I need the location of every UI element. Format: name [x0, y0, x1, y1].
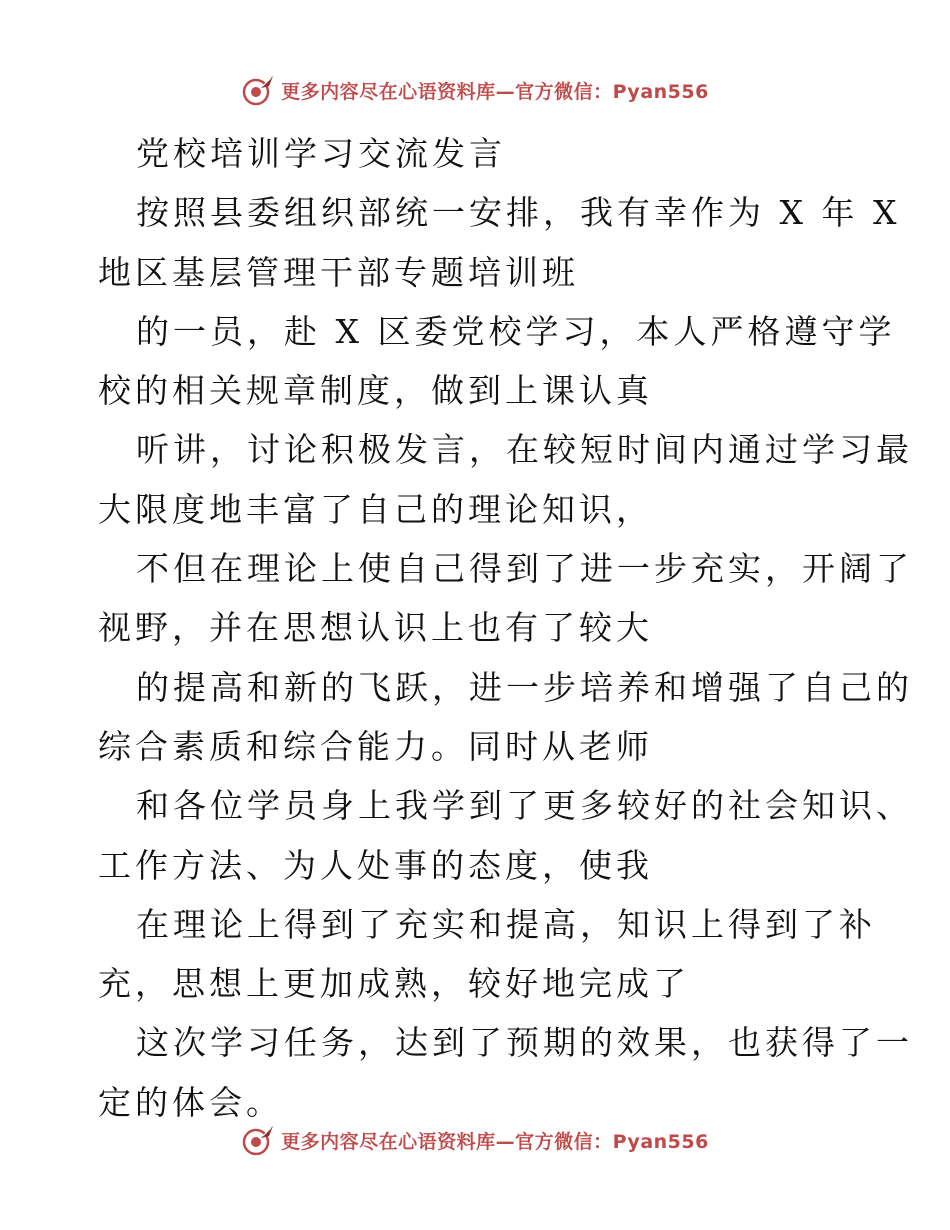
- quill-logo-icon: [241, 1123, 275, 1157]
- quill-logo-icon: [241, 73, 275, 107]
- text-line: 定的体会。: [98, 1082, 283, 1122]
- text-line: 大限度地丰富了自己的理论知识，: [98, 489, 653, 529]
- text-line: 在理论上得到了充实和提高，知识上得到了补: [136, 904, 876, 944]
- footer-banner: [0, 1120, 950, 1160]
- text-line: 综合素质和综合能力。同时从老师: [98, 726, 653, 766]
- paragraph-lines: [98, 183, 913, 1132]
- banner-text: 更多内容尽在心语资料库—官方微信：Pyan556: [281, 1130, 709, 1153]
- document-title: 党校培训学习交流发言: [136, 134, 506, 173]
- text-line: 不但在理论上使自己得到了进一步充实，开阔了: [136, 549, 913, 589]
- text-line: 地区基层管理干部专题培训班: [98, 252, 579, 292]
- text-line: 视野，并在思想认识上也有了较大: [98, 608, 653, 648]
- banner-text: 更多内容尽在心语资料库—官方微信：Pyan556: [281, 80, 709, 103]
- text-line: 按照县委组织部统一安排，我有幸作为 X 年 X: [136, 193, 901, 233]
- text-line: 和各位学员身上我学到了更多较好的社会知识、: [136, 786, 913, 826]
- text-line: 工作方法、为人处事的态度，使我: [98, 845, 653, 885]
- text-line: 充，思想上更加成熟，较好地完成了: [98, 964, 690, 1004]
- text-line: 听讲，讨论积极发言，在较短时间内通过学习最: [136, 430, 913, 470]
- document-body: [98, 124, 913, 1132]
- text-line: 的提高和新的飞跃，进一步培养和增强了自己的: [136, 667, 913, 707]
- text-line: 校的相关规章制度，做到上课认真: [98, 371, 653, 411]
- text-line: 这次学习任务，达到了预期的效果，也获得了一: [136, 1023, 913, 1063]
- header-banner: [0, 70, 950, 110]
- text-line: 的一员，赴 X 区委党校学习，本人严格遵守学: [136, 311, 896, 351]
